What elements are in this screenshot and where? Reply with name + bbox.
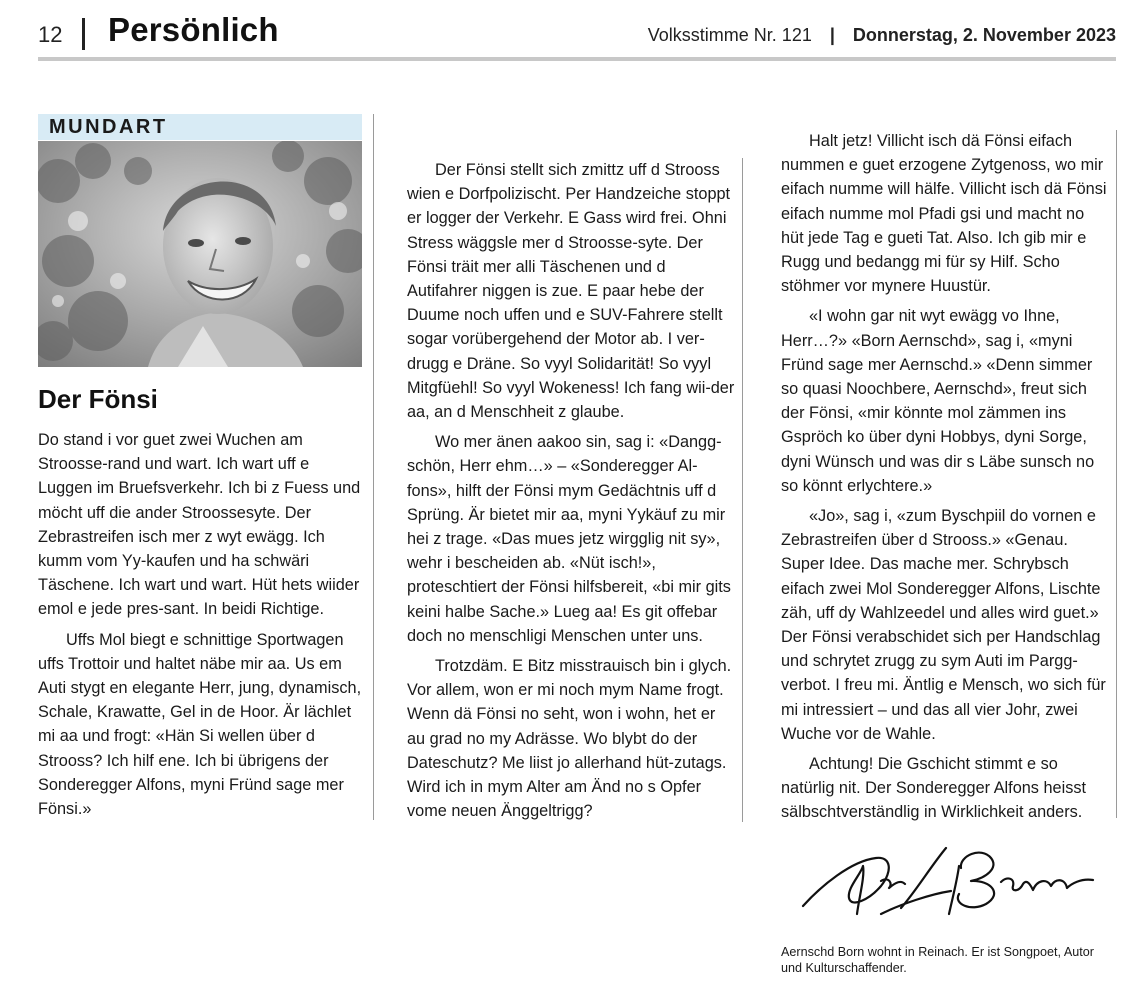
paragraph: «Jo», sag i, «zum Byschpiil do vornen e Zebrastreifen über d Strooss.» «Genau. Super Idee. Das mache mer. Schrybsch eifach zwei Mol Sonderegger Alfons, Lischte zäh, uff dy Wahlzeedel und alles wird guet.» Der Fönsi verabschidet sich per Handschlag und schrytet zrugg zu sym Auti im Pargg-verbot. I freu mi. Äntlig e Mensch, wo sich für mi intressiert – und das all vier Johr, zwei Wuche vor de Wahle.	[781, 507, 1106, 743]
signature-image	[781, 836, 1111, 936]
paragraph: Do stand i vor guet zwei Wuchen am Stroosse-rand und wart. Ich wart uff e Luggen im Bruefsverkehr. Ich bi z Fuess und möcht uff die ander Stroossesyte. Der Zebrastreifen isch mer z wyt ewägg. Ich kumm vom Yy-kaufen und ha schwäri Täschene. Ich wart und wart. Hüt hets wiider emol e jede pres-sant. In beidi Richtige.	[38, 431, 361, 619]
article-column-1	[38, 428, 368, 827]
article-column-3	[781, 129, 1111, 831]
publication-info	[648, 25, 1116, 46]
author-photo	[38, 141, 362, 367]
header-divider	[82, 18, 85, 50]
article-headline: Der Fönsi	[38, 384, 158, 414]
paragraph: Halt jetz! Villicht isch dä Fönsi eifach nummen e guet erzogene Zytgenoss, wo mir eifach numme will hälfe. Villicht isch dä Fönsi eifach numme mol Pfadi gsi und macht no hüt jede Tag e gueti Tat. Also. Ich gib mir e Rugg und bedangg mi für sy Hilf. Scho stöhmer vor mynere Huustür.	[781, 132, 1107, 296]
paragraph: «I wohn gar nit wyt ewägg vo Ihne, Herr…?» «Born Aernschd», sag i, «myni Fründ sage mer Aernschd.» «Denn simmer so quasi Noochbere, Aernschd», freut sich der Fönsi, «mir könnte mol zämmen ins Gspröch ko über dyni Hobbys, dyni Sorge, dyni Wünsch und was dir s Läbe sunsch no so könnt erlychtere.»	[781, 307, 1095, 495]
column-divider	[1116, 130, 1117, 818]
column-divider	[742, 158, 743, 822]
kicker-banner	[38, 114, 362, 140]
paragraph: Trotzdäm. E Bitz misstrauisch bin i glych. Vor allem, won er mi noch mym Name frogt. Wenn dä Fönsi no seht, won i wohn, het er au grad no my Adrässe. Wo blybt do der Dateschutz? Me liist jo allerhand hüt-zutags. Wird ich in mym Alter am Änd no s Opfer vome neuen Änggeltrigg?	[407, 657, 732, 821]
header-rule	[38, 57, 1116, 61]
publication-separator: |	[829, 25, 835, 45]
page-header	[38, 10, 1116, 60]
author-portrait-image	[38, 141, 362, 367]
page-number: 12	[38, 22, 63, 47]
paragraph: Der Fönsi stellt sich zmittz uff d Strooss wien e Dorfpolizischt. Per Handzeiche stoppt er logger der Verkehr. E Gass wird frei. Ohni Stress wäggsle mer d Stroosse-syte. Der Fönsi träit mer alli Täschenen und d Autifahrer niggen is zue. E paar hebe der Duume noch uffen und e SUV-Fahrere stellt sogar vorübergehend der Motor ab. I ver-drugg e Dräne. So vyyl Solidarität! So vyyl Mitgfüehl! So vyyl Wokeness! Ich fang wii-der aa, an d Menschheit z glaube.	[407, 161, 735, 422]
paragraph: Uffs Mol biegt e schnittige Sportwagen uffs Trottoir und haltet näbe mir aa. Us em Auti stygt en elegante Herr, jung, dynamisch, Schale, Krawatte, Gel in de Hoor. Är lächlet mi aa und frogt: «Hän Si wellen über d Strooss? Ich hilf ene. Ich bi übrigens der Sonderegger Alfons, myni Fründ sage mer Fönsi.»	[38, 630, 362, 819]
publication-name: Volksstimme Nr. 121	[647, 25, 812, 45]
paragraph: Wo mer änen aakoo sin, sag i: «Dangg-schön, Herr ehm…» – «Sonderegger Al-fons», hilft der Fönsi mym Gedächtnis uff d Sprüng. Är bietet mir aa, myni Yykäuf zu mir hei z trage. «Das mues jetz wirgglig nit sy», wehr i bescheiden ab. «Nüt isch!», proteschtiert der Fönsi hilfsbereit, «bi mir gits keini halbe Sache.» Lueg aa! Es git offebar doch no menschligi Menschen unter uns.	[407, 433, 731, 645]
publication-date: Donnerstag, 2. November 2023	[852, 25, 1116, 45]
column-divider	[373, 114, 374, 820]
paragraph: Achtung! Die Gschicht stimmt e so natürlig nit. Der Sonderegger Alfons heisst sälbschtverständlig in Wirklichkeit anders.	[781, 755, 1086, 822]
article-column-2	[407, 158, 735, 829]
section-title: Persönlich	[108, 11, 279, 48]
author-signature	[781, 836, 1111, 936]
kicker-label: MUNDART	[49, 116, 168, 138]
author-note: Aernschd Born wohnt in Reinach. Er ist Songpoet, Autor und Kulturschaffender.	[781, 945, 1094, 975]
